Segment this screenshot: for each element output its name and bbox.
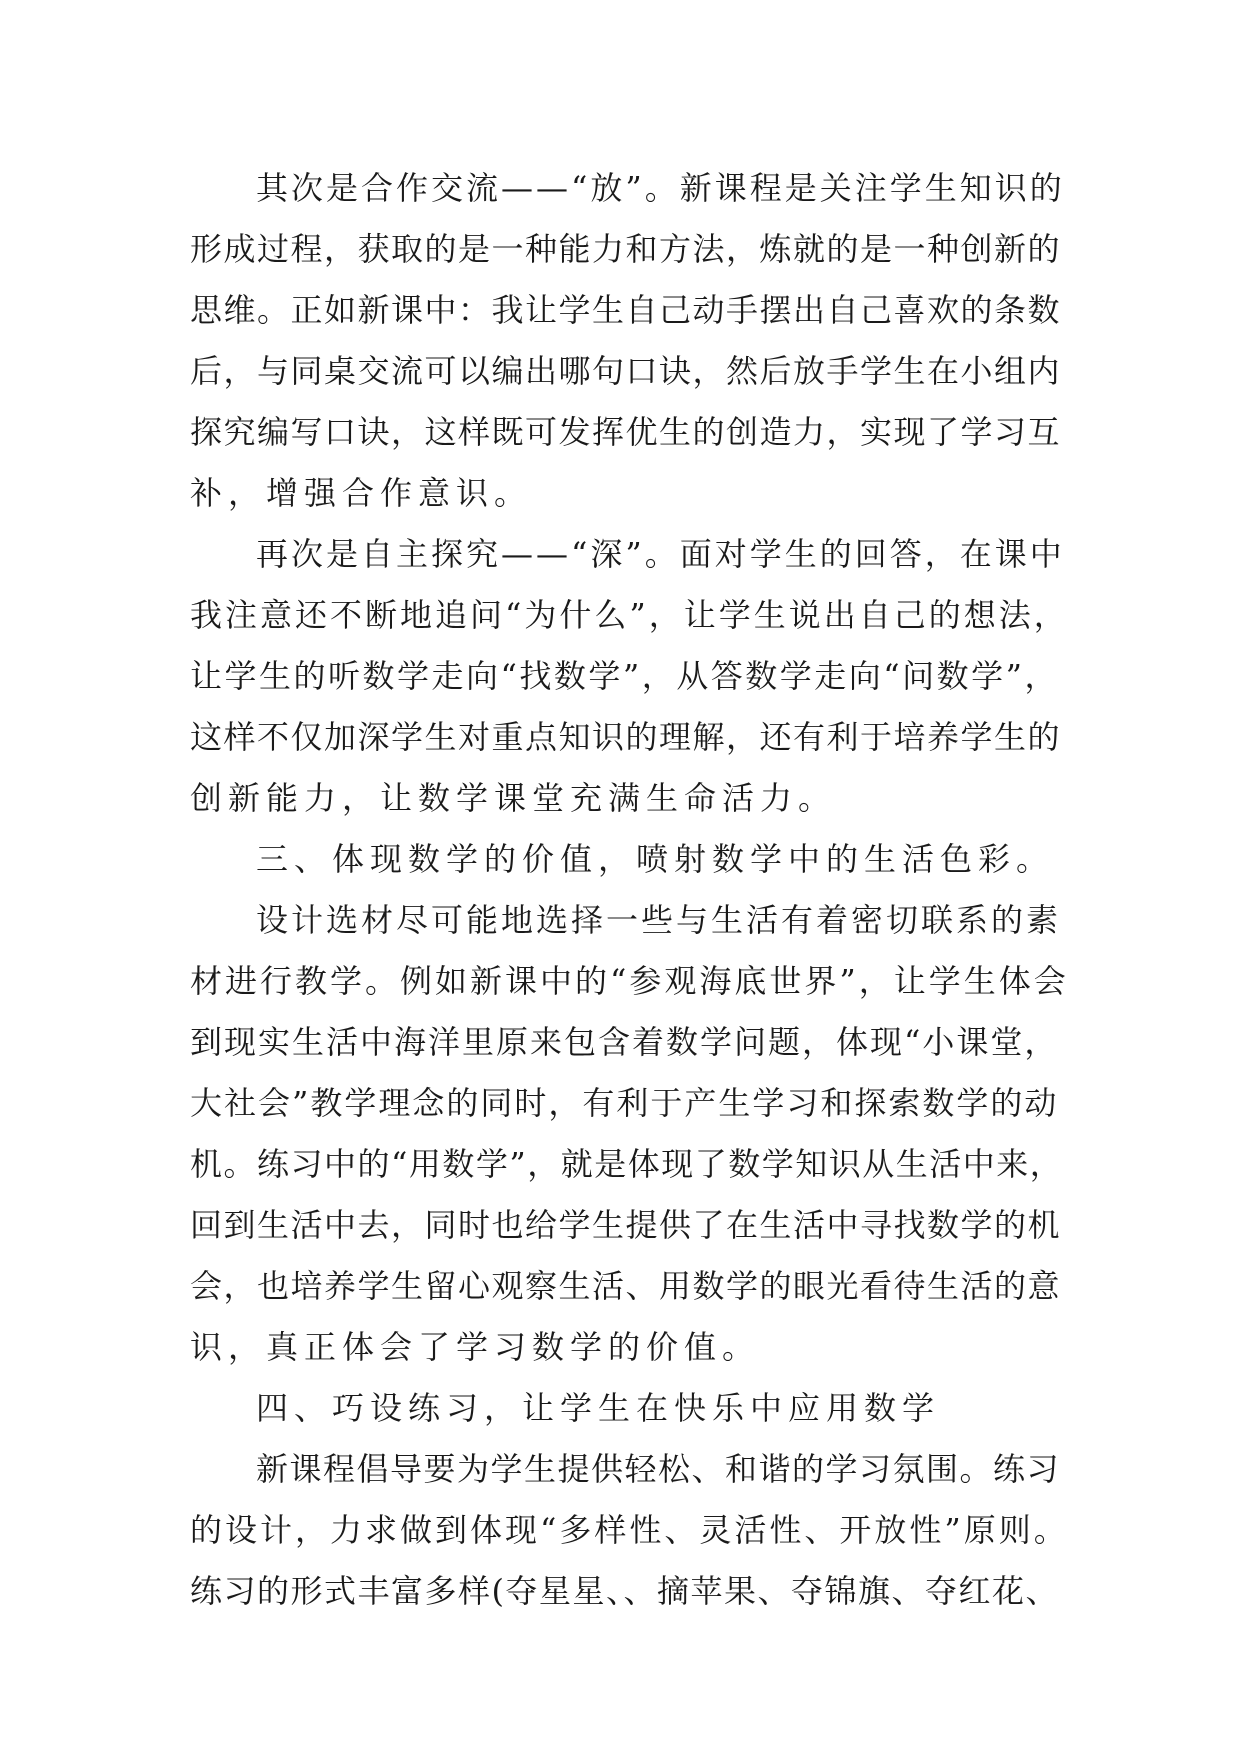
paragraph-line: 补，增强合作意识。: [190, 474, 533, 512]
paragraph-line: 我注意还不断地追问“为什么”，让学生说出自己的想法，: [190, 596, 1069, 634]
section-heading: 四、巧设练习，让学生在快乐中应用数学: [256, 1389, 941, 1427]
paragraph-line: 创新能力，让数学课堂充满生命活力。: [190, 779, 837, 817]
section-heading: 三、体现数学的价值，喷射数学中的生活色彩。: [256, 840, 1055, 878]
paragraph-line: 识，真正体会了学习数学的价值。: [190, 1328, 761, 1366]
paragraph-line: 让学生的听数学走向“找数学”，从答数学走向“问数学”，: [190, 657, 1059, 695]
paragraph-line: 再次是自主探究——“深”。面对学生的回答，在课中: [256, 535, 1065, 573]
document-body: [190, 158, 1070, 1622]
paragraph-line: 回到生活中去，同时也给学生提供了在生活中寻找数学的机: [190, 1206, 1062, 1244]
paragraph-line: 会，也培养学生留心观察生活、用数学的眼光看待生活的意: [190, 1267, 1062, 1305]
paragraph-line: 这样不仅加深学生对重点知识的理解，还有利于培养学生的: [190, 718, 1062, 756]
paragraph-line: 其次是合作交流——“放”。新课程是关注学生知识的: [256, 169, 1065, 207]
paragraph-line: 新课程倡导要为学生提供轻松、和谐的学习氛围。练习: [256, 1450, 1061, 1488]
paragraph-line: 设计选材尽可能地选择一些与生活有着密切联系的素: [256, 901, 1062, 939]
paragraph-line: 的设计，力求做到体现“多样性、灵活性、开放性”原则。: [190, 1511, 1069, 1549]
paragraph-line: 到现实生活中海洋里原来包含着数学问题，体现“小课堂，: [190, 1023, 1059, 1061]
paragraph-line: 思维。正如新课中：我让学生自己动手摆出自己喜欢的条数: [190, 291, 1062, 329]
paragraph-line: 探究编写口诀，这样既可发挥优生的创造力，实现了学习互: [190, 413, 1062, 451]
paragraph-line: 形成过程，获取的是一种能力和方法，炼就的是一种创新的: [190, 230, 1062, 268]
paragraph-line: 材进行教学。例如新课中的“参观海底世界”，让学生体会: [190, 962, 1069, 1000]
paragraph-line: 机。练习中的“用数学”，就是体现了数学知识从生活中来，: [190, 1145, 1064, 1183]
paragraph-line: 练习的形式丰富多样(夺星星、、摘苹果、夺锦旗、夺红花、: [190, 1572, 1059, 1610]
paragraph-line: 后，与同桌交流可以编出哪句口诀，然后放手学生在小组内: [190, 352, 1062, 390]
paragraph-line: 大社会”教学理念的同时，有利于产生学习和探索数学的动: [190, 1084, 1059, 1122]
